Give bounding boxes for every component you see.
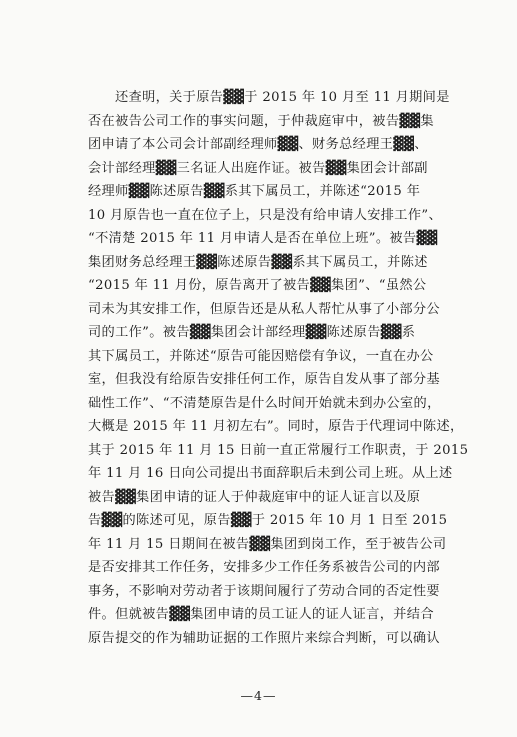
- text-line: 会计部经理▓▓三名证人出庭作证。被告▓▓集团会计部副: [88, 160, 428, 176]
- text-line: 10 月原告也一直在位子上，只是没有给申请人安排工作”、: [88, 207, 443, 223]
- text-line: 础性工作”、“不清楚原告是什么时间开始就未到办公室的，: [88, 395, 441, 411]
- text-line: 年 11 月 16 日向公司提出书面辞职后未到公司上班。从上述: [88, 466, 453, 481]
- text-line: 经理师▓▓陈述原告▓▓系其下属员工，并陈述“2015 年: [88, 184, 421, 199]
- text-line: 其于 2015 年 11 月 15 日前一直正常履行工作职责，于 2015: [88, 442, 469, 458]
- text-line: 其下属员工，并陈述“原告可能因赔偿有争议，一直在办公: [88, 348, 434, 364]
- document-body: [88, 86, 488, 650]
- page-number: —4—: [240, 688, 277, 703]
- text-line: 司的工作”。被告▓▓集团会计部经理▓▓陈述原告▓▓系: [88, 325, 416, 340]
- text-line: 年 11 月 15 日期间在被告▓▓集团到岗工作，至于被告公司: [88, 536, 447, 552]
- text-line: “不清楚 2015 年 11 月申请人是否在单位上班”。被告▓▓: [88, 231, 438, 246]
- text-line: 司未为其安排工作，但原告还是从私人帮忙从事了小部分公: [88, 301, 440, 317]
- text-line: 原告提交的作为辅助证据的工作照片来综合判断，可以确认: [88, 630, 440, 646]
- text-line: 否在被告公司工作的事实问题，于仲裁庭审中，被告▓▓集: [88, 113, 434, 129]
- text-line: 还查明，关于原告▓▓于 2015 年 10 月至 11 月期间是: [115, 90, 450, 105]
- text-line: 被告▓▓集团申请的证人于仲裁庭审中的证人证言以及原: [88, 489, 421, 505]
- text-line: 集团财务总经理王▓▓陈述原告▓▓系其下属员工，并陈述: [88, 254, 428, 270]
- text-line: 告▓▓的陈述可见，原告▓▓于 2015 年 10 月 1 日至 2015: [88, 513, 448, 528]
- text-line: “2015 年 11 月份，原告离开了被告▓▓集团”、“虽然公: [88, 278, 427, 293]
- text-line: 大概是 2015 年 11 月初左右”。同时，原告于代理词中陈述，: [88, 419, 464, 434]
- text-line: 件。但就被告▓▓集团申请的员工证人的证人证言，并结合: [88, 607, 434, 622]
- text-line: 团申请了本公司会计部副经理师▓▓、财务总经理王▓▓、: [88, 137, 428, 152]
- text-line: 事务，不影响对劳动者于该期间履行了劳动合同的否定性要: [88, 583, 440, 599]
- text-line: 是否安排其工作任务，安排多少工作任务系被告公司的内部: [88, 560, 440, 575]
- text-line: 室，但我没有给原告安排任何工作，原告自发从事了部分基: [88, 372, 440, 387]
